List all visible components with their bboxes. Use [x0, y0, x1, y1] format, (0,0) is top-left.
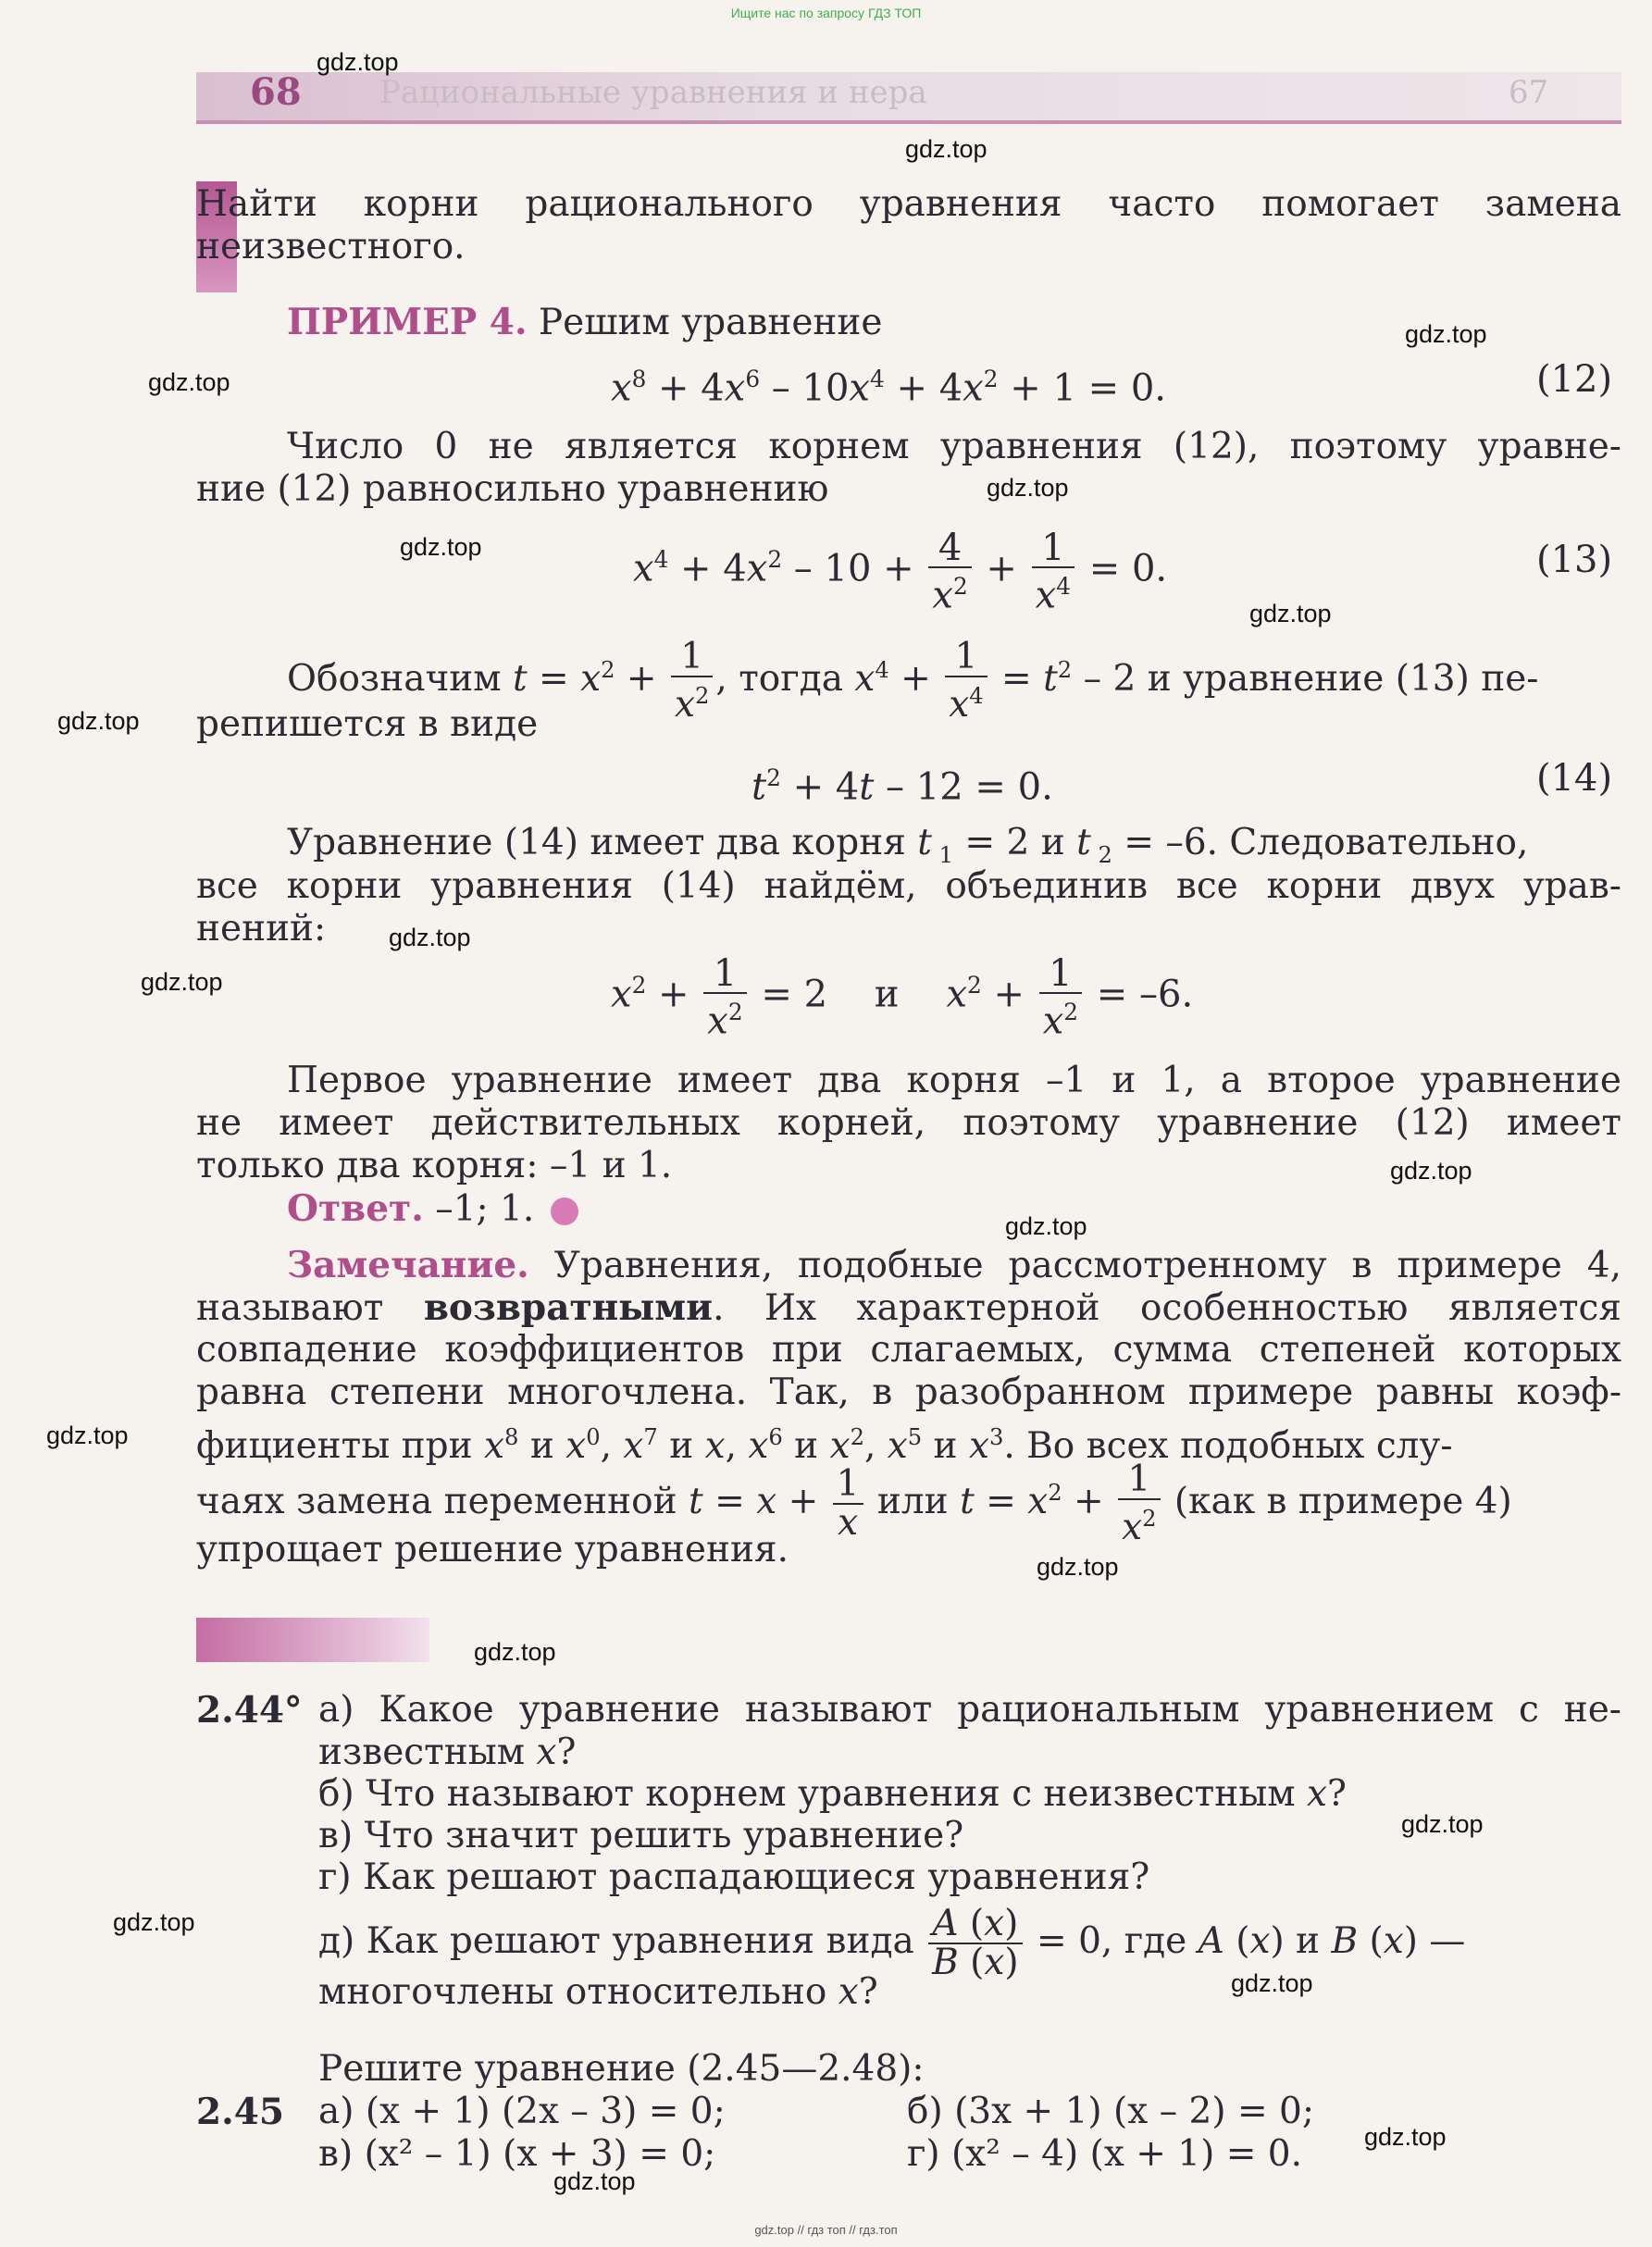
remark-line-7: упрощает решение уравнения. [196, 1529, 789, 1570]
ex244-d2-text: многочлены относительно [318, 1971, 838, 2013]
exercise-2-44-a-line-2: известным x? [318, 1732, 577, 1773]
watermark: gdz.top [57, 707, 140, 735]
header-rule [196, 120, 1621, 124]
exercise-2-45-number: 2.45 [196, 2091, 284, 2133]
paragraph-2-line-2: ние (12) равносильно уравнению [196, 468, 829, 510]
watermark: gdz.top [1249, 600, 1332, 627]
p4-text-a: Уравнение (14) имеет два корня [287, 822, 918, 863]
end-of-example-dot-icon [551, 1198, 578, 1225]
exercise-2-44-d-line-2: многочлены относительно x? [318, 1971, 878, 2013]
watermark: gdz.top [1231, 1969, 1313, 1997]
ex244-b-text: б) Что называют корнем уравнения с неизвестным [318, 1773, 1307, 1815]
paragraph-2-line-1: Число 0 не является корнем уравнения (12), поэтому уравне- [287, 426, 1621, 467]
exercise-2-45-g: г) (x² – 4) (x + 1) = 0. [907, 2133, 1303, 2175]
watermark: gdz.top [1005, 1212, 1087, 1240]
conjunction: и [874, 973, 900, 1016]
answer-label: Ответ. [287, 1187, 424, 1230]
ex244-a2-text: известным [318, 1732, 537, 1773]
exercise-2-44-number: 2.44° [196, 1689, 303, 1732]
p4-text-c: . Следовательно, [1206, 822, 1529, 863]
exercise-2-45-a: а) (x + 1) (2x – 3) = 0; [318, 2091, 726, 2132]
equation-pair: $x^2$ + $\frac{1}{x^2}$ = 2 и $x^2$ + $\frac{1}{x^2}$ = –6. [611, 951, 1194, 1042]
watermark: gdz.top [553, 2167, 636, 2195]
remark-text-1: Уравнения, подобные рассмотренному в примере 4, [528, 1245, 1621, 1286]
paragraph-4-line-1: Уравнение (14) имеет два корня t $_1$ = 2 и t $_2$ = –6. Следовательно, [287, 822, 1529, 868]
watermark: gdz.top [1405, 320, 1487, 348]
equation-number-13: (13) [1536, 539, 1613, 581]
p3-text-c: и уравнение (13) пе- [1136, 658, 1539, 700]
p3-text-b: , тогда [715, 658, 855, 700]
remark-line-2 [196, 1286, 1621, 1330]
watermark: gdz.top [1390, 1157, 1472, 1185]
exercise-2-44-b: б) Что называют корнем уравнения с неизвестным x? [318, 1773, 1347, 1815]
watermark: gdz.top [46, 1421, 129, 1449]
p3-text-a: Обозначим [287, 658, 513, 700]
equation-14: $t^2 + 4t - 12 = 0$. [751, 764, 1053, 809]
watermark: gdz.top [474, 1638, 556, 1666]
equation-number-12: (12) [1536, 358, 1613, 401]
ex244-d1b-text: = 0, где [1025, 1920, 1199, 1962]
answer-text: –1; 1. [423, 1188, 535, 1230]
equation-13: $x^4 + 4x^2 - 10$ + $\frac{4}{x^2}$ + $\frac{1}{x^4}$ = 0. [633, 526, 1168, 616]
remark-line-3: совпадение коэффициентов при слагаемых, сумма степеней которых [196, 1329, 1621, 1371]
example-label: ПРИМЕР 4. [287, 301, 528, 343]
paragraph-5-line-3: только два корня: –1 и 1. [196, 1145, 673, 1186]
remark-line-1 [287, 1244, 1621, 1287]
exercise-2-44-v: в) Что значит решить уравнение? [318, 1815, 964, 1856]
watermark: gdz.top [141, 968, 223, 996]
watermark: gdz.top [1401, 1810, 1484, 1838]
watermark: gdz.top [400, 533, 482, 561]
top-search-note: Ищите нас по запросу ГДЗ ТОП [730, 6, 922, 20]
paragraph-4-line-2: все корни уравнения (14) найдём, объединив все корни двух урав- [196, 865, 1621, 907]
ex244-d1-text: д) Как решают уравнения вида [318, 1920, 926, 1962]
paragraph-5-line-2: не имеет действительных корней, поэтому уравнение (12) имеет [196, 1102, 1621, 1144]
paragraph-5-line-1: Первое уравнение имеет два корня –1 и 1, а второе уравнение [287, 1060, 1621, 1101]
bleed-through-page-number: 67 [1509, 74, 1549, 111]
watermark: gdz.top [905, 135, 987, 163]
remark-text-5a: фициенты при [196, 1425, 485, 1467]
remark-text-6a: чаях замена переменной [196, 1481, 689, 1522]
bleed-through-title: Рациональные уравнения и нера [379, 74, 927, 111]
watermark: gdz.top [1364, 2123, 1447, 2151]
exercise-2-44-a-line-1: а) Какое уравнение называют рациональным уравнением с не- [318, 1689, 1621, 1731]
ex244-d1c-text: и [1284, 1920, 1332, 1962]
p4-text-b: и [1029, 822, 1077, 863]
exercise-2-45-b: б) (3x + 1) (x – 2) = 0; [907, 2091, 1314, 2132]
remark-text-2a: называют [196, 1287, 424, 1329]
paragraph-3-line-2: репишется в виде [196, 703, 539, 745]
watermark: gdz.top [113, 1908, 195, 1936]
answer-line [287, 1187, 1621, 1231]
exercise-2-44-g: г) Как решают распадающиеся уравнения? [318, 1856, 1150, 1898]
solve-instruction: Решите уравнение (2.45—2.48): [318, 2048, 925, 2090]
watermark: gdz.top [1037, 1553, 1119, 1581]
page-number: 68 [250, 70, 302, 114]
remark-label: Замечание. [287, 1244, 529, 1286]
watermark: gdz.top [987, 474, 1069, 502]
remark-text-6b: или [865, 1481, 961, 1522]
paragraph-3-line-1: Обозначим $t = x^2$ + $\frac{1}{x^2}$ , тогда $x^4$ + $\frac{1}{x^4}$ = $t^2 - 2$ и уравнение (13) пе- [287, 636, 1539, 726]
intro-line-2: неизвестного. [196, 226, 466, 267]
remark-line-4: равна степени многочлена. Так, в разобранном примере равны коэф- [196, 1372, 1621, 1413]
equation-number-14: (14) [1536, 757, 1613, 800]
watermark: gdz.top [389, 924, 471, 951]
remark-line-6: чаях замена переменной t = x + $\frac{1}{x}$ или $t = x^2$ + $\frac{1}{x^2}$ (как в примере 4) [196, 1459, 1512, 1548]
paragraph-4-line-3: нений: [196, 908, 327, 950]
remark-text-5b: . Во всех подобных слу- [1003, 1425, 1453, 1467]
remark-text-2c: . Их характерной особенностью является [713, 1287, 1621, 1329]
exercise-2-45-v: в) (x² – 1) (x + 3) = 0; [318, 2133, 716, 2175]
exercise-2-44-d-line-1: д) Как решают уравнения вида $\frac{A (x)}{B (x)}$ = 0, где A (x) и B (x) — [318, 1903, 1466, 1983]
watermark: gdz.top [317, 48, 399, 76]
remark-text-6c: (как в примере 4) [1162, 1481, 1512, 1522]
exercises-section-bar [196, 1618, 429, 1662]
ex244-d1d-text: — [1417, 1920, 1466, 1962]
remark-term: возвратными [423, 1286, 714, 1329]
intro-line-1: Найти корни рационального уравнения часто помогает замена [196, 183, 1621, 225]
example-text: Решим уравнение [527, 302, 883, 343]
watermark: gdz.top [148, 368, 230, 396]
remark-line-5: фициенты при $x^8$ и $x^0$, $x^7$ и x, $x^6$ и $x^2$, $x^5$ и $x^3$. Во всех подобных слу- [196, 1424, 1453, 1467]
bottom-note: gdz.top // гдз топ // гдз.топ [754, 2223, 898, 2237]
equation-12: $x^8 + 4x^6 - 10x^4 + 4x^2 + 1 = 0$. [611, 366, 1167, 410]
